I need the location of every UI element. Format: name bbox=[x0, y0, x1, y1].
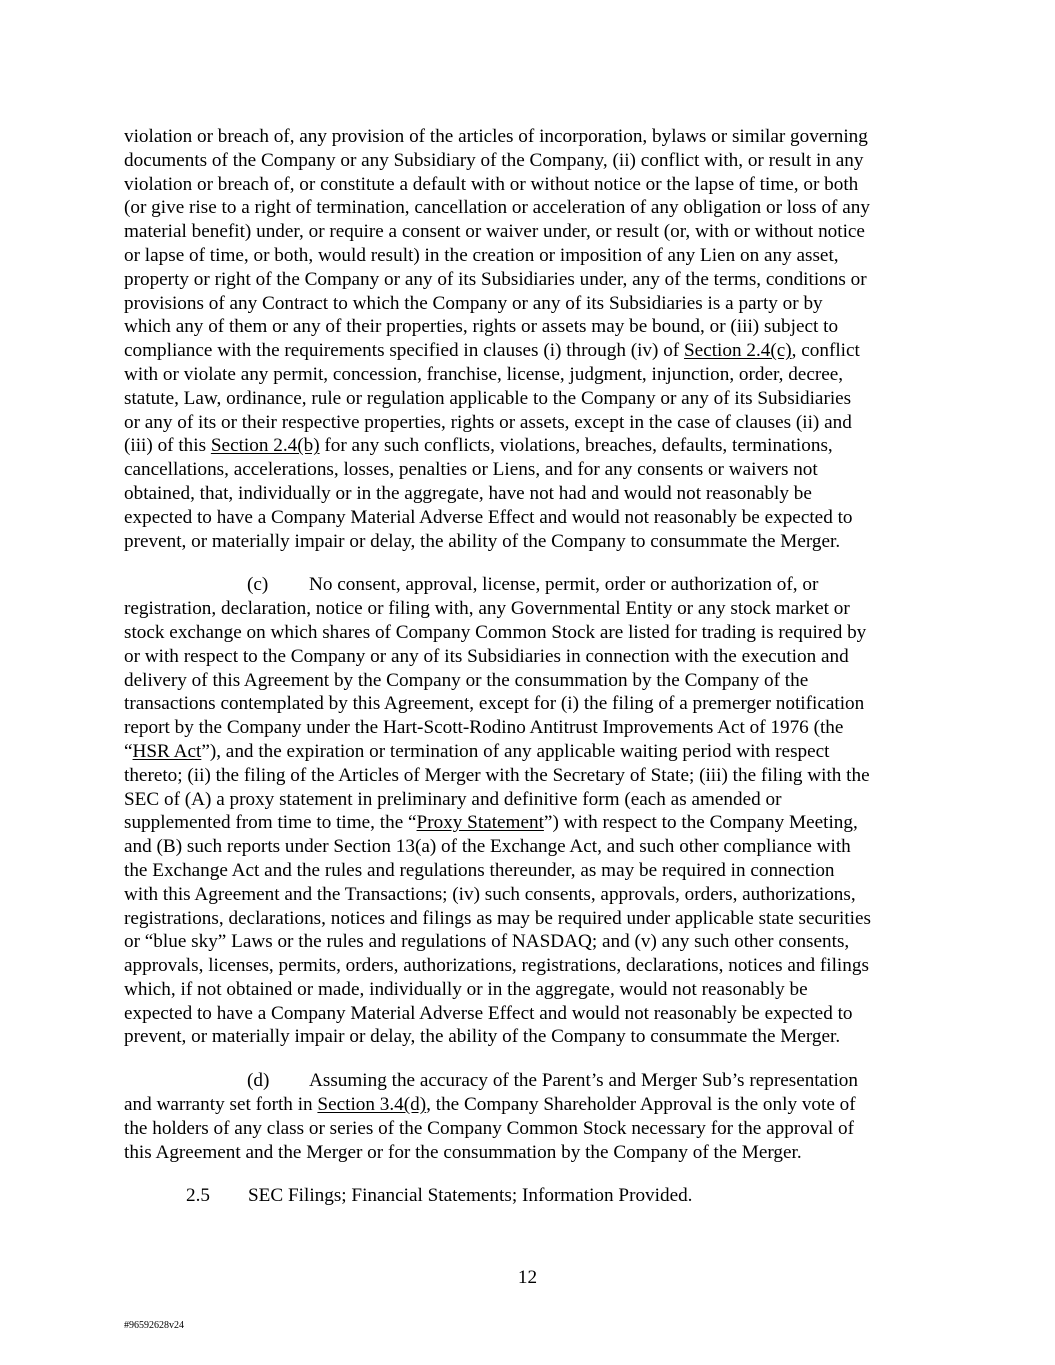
paragraph-c bbox=[124, 573, 944, 1049]
section-2-4b-link[interactable]: Section 2.4(b) bbox=[210, 435, 320, 457]
text-line: statute, Law, ordinance, rule or regulation applicable to the Company or any of its Subsidiaries bbox=[124, 387, 852, 409]
text-line: registration, declaration, notice or filing with, any Governmental Entity or any stock market or bbox=[124, 598, 850, 620]
paragraph-d bbox=[124, 1069, 944, 1164]
text-run: and warranty set forth in bbox=[124, 1094, 318, 1116]
text-line: (or give rise to a right of termination, cancellation or acceleration of any obligation or loss of any bbox=[124, 197, 870, 219]
text-line: this Agreement and the Merger or for the consummation by the Company of the Merger. bbox=[124, 1141, 802, 1163]
text-line: and (B) such reports under Section 13(a) of the Exchange Act, and such other compliance with bbox=[124, 836, 851, 858]
body-text bbox=[124, 125, 944, 1208]
text-run: ”), and the expiration or termination of any applicable waiting period with respect bbox=[201, 740, 830, 762]
text-line: violation or breach of, or constitute a default with or without notice or the lapse of time, or both bbox=[124, 173, 859, 195]
paragraph-label: (c) bbox=[247, 574, 269, 596]
text-line: stock exchange on which shares of Company Common Stock are listed for trading is required by bbox=[124, 621, 867, 643]
text-line: obtained, that, individually or in the aggregate, have not had and would not reasonably be bbox=[124, 482, 812, 504]
section-number: 2.5 bbox=[186, 1185, 210, 1207]
hsr-act-defined-term[interactable]: HSR Act bbox=[132, 740, 202, 762]
text-run: Assuming the accuracy of the Parent’s and Merger Sub’s representation bbox=[309, 1070, 858, 1092]
document-id: #96592628v24 bbox=[124, 1320, 184, 1331]
text-line: thereto; (ii) the filing of the Articles of Merger with the Secretary of State; (iii) the filing with the bbox=[124, 764, 870, 786]
text-line: or lapse of time, or both, would result) in the creation or imposition of any Lien on any asset, bbox=[124, 244, 839, 266]
paragraph-gap bbox=[124, 553, 944, 573]
text-line: which, if not obtained or made, individually or in the aggregate, would not reasonably be bbox=[124, 978, 808, 1000]
text-line bbox=[124, 1069, 944, 1093]
text-line: prevent, or materially impair or delay, the ability of the Company to consummate the Merger. bbox=[124, 1026, 841, 1048]
text-run: compliance with the requirements specified in clauses (i) through (iv) of bbox=[124, 340, 684, 362]
text-line: prevent, or materially impair or delay, the ability of the Company to consummate the Merger. bbox=[124, 530, 841, 552]
text-line: SEC of (A) a proxy statement in preliminary and definitive form (each as amended or bbox=[124, 788, 782, 810]
text-run: No consent, approval, license, permit, order or authorization of, or bbox=[309, 574, 819, 596]
text-line: the Exchange Act and the rules and regulations thereunder, as may be required in connection bbox=[124, 859, 835, 881]
text-run: “ bbox=[124, 740, 133, 762]
text-line bbox=[124, 339, 944, 363]
text-line: the holders of any class or series of the Company Common Stock necessary for the approval of bbox=[124, 1117, 855, 1139]
proxy-statement-defined-term[interactable]: Proxy Statement bbox=[416, 812, 544, 834]
paragraph-gap bbox=[124, 1049, 944, 1069]
text-line: documents of the Company or any Subsidiary of the Company, (ii) conflict with, or result in any bbox=[124, 149, 864, 171]
text-line: or “blue sky” Laws or the rules and regulations of NASDAQ; and (v) any such other consents, bbox=[124, 931, 850, 953]
paragraph-gap bbox=[124, 1164, 944, 1184]
text-run: for any such conflicts, violations, breaches, defaults, terminations, bbox=[319, 435, 833, 457]
text-line bbox=[124, 573, 944, 597]
text-run: , the Company Shareholder Approval is the only vote of bbox=[426, 1094, 856, 1116]
text-line: which any of them or any of their properties, rights or assets may be bound, or (iii) subject to bbox=[124, 316, 839, 338]
text-line: with or violate any permit, concession, franchise, license, judgment, injunction, order, decree, bbox=[124, 363, 844, 385]
section-heading bbox=[124, 1184, 944, 1208]
text-line: property or right of the Company or any of its Subsidiaries under, any of the terms, conditions or bbox=[124, 268, 867, 290]
paragraph-label: (d) bbox=[247, 1070, 270, 1092]
text-run: ”) with respect to the Company Meeting, bbox=[543, 812, 858, 834]
text-line: or with respect to the Company or any of its Subsidiaries in connection with the execution and bbox=[124, 645, 849, 667]
text-line: cancellations, accelerations, losses, penalties or Liens, and for any consents or waivers not bbox=[124, 459, 818, 481]
section-title: SEC Filings; Financial Statements; Information Provided. bbox=[248, 1185, 693, 1207]
text-line: transactions contemplated by this Agreement, except for (i) the filing of a premerger notification bbox=[124, 693, 865, 715]
section-2-4c-link[interactable]: Section 2.4(c) bbox=[684, 340, 792, 362]
text-line: with this Agreement and the Transactions; (iv) such consents, approvals, orders, authorizations, bbox=[124, 883, 856, 905]
text-line: approvals, licenses, permits, orders, authorizations, registrations, declarations, notices and filings bbox=[124, 955, 869, 977]
text-run: (iii) of this bbox=[124, 435, 211, 457]
paragraph-b-continued bbox=[124, 125, 944, 553]
text-line: delivery of this Agreement by the Company or the consummation by the Company of the bbox=[124, 669, 809, 691]
text-line: report by the Company under the Hart-Scott-Rodino Antitrust Improvements Act of 1976 (the bbox=[124, 717, 844, 739]
text-run: supplemented from time to time, the “ bbox=[124, 812, 417, 834]
text-line bbox=[124, 434, 944, 458]
text-line: provisions of any Contract to which the Company or any of its Subsidiaries is a party or by bbox=[124, 292, 823, 314]
text-line: expected to have a Company Material Adverse Effect and would not reasonably be expected to bbox=[124, 506, 853, 528]
page-number: 12 bbox=[517, 1267, 538, 1288]
text-line: violation or breach of, any provision of the articles of incorporation, bylaws or similar governing bbox=[124, 126, 868, 147]
section-3-4d-link[interactable]: Section 3.4(d) bbox=[317, 1094, 427, 1116]
text-line: expected to have a Company Material Adverse Effect and would not reasonably be expected to bbox=[124, 1002, 853, 1024]
text-line bbox=[124, 1093, 944, 1117]
text-line: registrations, declarations, notices and filings as may be required under applicable state securities bbox=[124, 907, 871, 929]
text-run: , conflict bbox=[791, 340, 860, 362]
text-line bbox=[124, 811, 944, 835]
text-line: or any of its or their respective properties, rights or assets, except in the case of clauses (ii) and bbox=[124, 411, 852, 433]
text-line bbox=[124, 740, 944, 764]
text-line: material benefit) under, or require a consent or waiver under, or result (or, with or without notice bbox=[124, 221, 865, 243]
